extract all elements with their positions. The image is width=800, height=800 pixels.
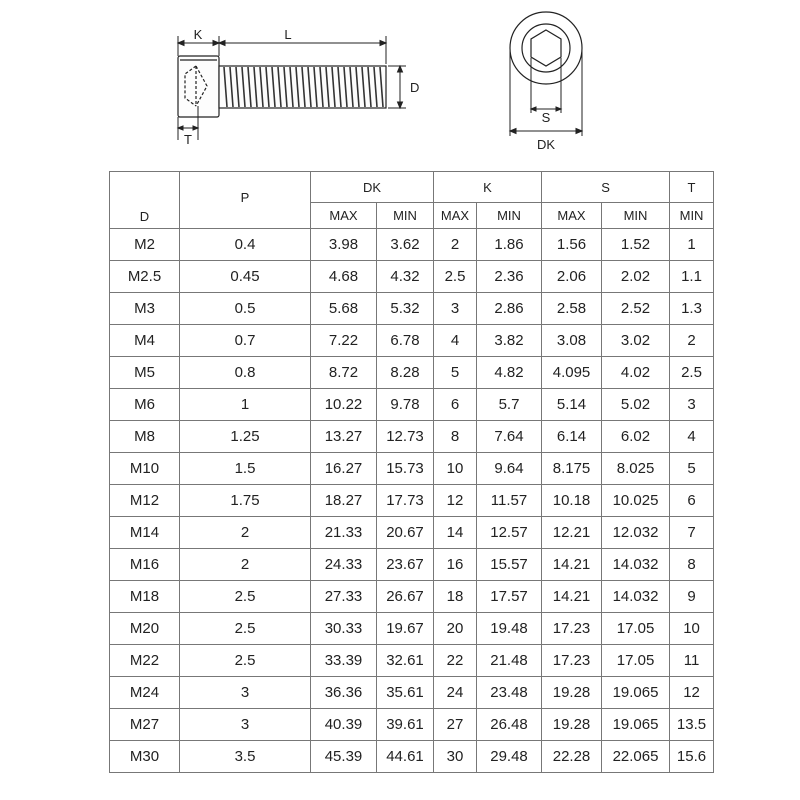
label-d: D: [410, 80, 420, 95]
cell-dk-max: 30.33: [311, 613, 377, 645]
cell-dk-min: 3.62: [377, 229, 434, 261]
cell-pitch: 2.5: [180, 613, 311, 645]
cell-k-max: 14: [434, 517, 477, 549]
cell-size: M12: [110, 485, 180, 517]
cell-dk-max: 21.33: [311, 517, 377, 549]
cell-t-min: 1.3: [670, 293, 714, 325]
table-row: [110, 709, 714, 741]
cell-k-max: 10: [434, 453, 477, 485]
cell-t-min: 1.1: [670, 261, 714, 293]
cell-t-min: 5: [670, 453, 714, 485]
cell-t-min: 12: [670, 677, 714, 709]
cell-k-min: 4.82: [477, 357, 542, 389]
cell-dk-max: 40.39: [311, 709, 377, 741]
cell-size: M6: [110, 389, 180, 421]
header-dk: DK: [311, 172, 434, 203]
cell-dk-max: 8.72: [311, 357, 377, 389]
table-row: [110, 485, 714, 517]
cell-s-min: 6.02: [602, 421, 670, 453]
cell-pitch: 3: [180, 709, 311, 741]
cell-k-min: 29.48: [477, 741, 542, 773]
dimension-l: [219, 36, 386, 64]
cell-k-min: 19.48: [477, 613, 542, 645]
cell-pitch: 0.5: [180, 293, 311, 325]
cell-pitch: 0.45: [180, 261, 311, 293]
cell-pitch: 3.5: [180, 741, 311, 773]
cell-k-max: 22: [434, 645, 477, 677]
cell-s-max: 2.58: [542, 293, 602, 325]
label-k: K: [193, 27, 203, 42]
cell-s-min: 2.02: [602, 261, 670, 293]
label-l: L: [284, 27, 292, 42]
cell-size: M3: [110, 293, 180, 325]
table-row: [110, 517, 714, 549]
screw-diagram: [0, 0, 800, 170]
cell-k-min: 3.82: [477, 325, 542, 357]
table-row: [110, 325, 714, 357]
cell-t-min: 2.5: [670, 357, 714, 389]
cell-size: M4: [110, 325, 180, 357]
cell-k-min: 23.48: [477, 677, 542, 709]
table-row: [110, 229, 714, 261]
cell-t-min: 9: [670, 581, 714, 613]
cell-size: M24: [110, 677, 180, 709]
label-dk: DK: [536, 137, 556, 152]
cell-k-max: 16: [434, 549, 477, 581]
cell-dk-max: 33.39: [311, 645, 377, 677]
cell-k-min: 17.57: [477, 581, 542, 613]
cell-dk-max: 10.22: [311, 389, 377, 421]
cell-k-max: 6: [434, 389, 477, 421]
cell-dk-min: 35.61: [377, 677, 434, 709]
cell-s-min: 14.032: [602, 549, 670, 581]
cell-s-max: 14.21: [542, 549, 602, 581]
header-s: S: [542, 172, 670, 203]
table-row: [110, 741, 714, 773]
cell-dk-min: 19.67: [377, 613, 434, 645]
header-s-min: MIN: [602, 203, 670, 229]
cell-pitch: 2.5: [180, 581, 311, 613]
cell-s-max: 19.28: [542, 677, 602, 709]
cell-dk-min: 12.73: [377, 421, 434, 453]
cell-dk-min: 44.61: [377, 741, 434, 773]
cell-k-min: 1.86: [477, 229, 542, 261]
cell-s-max: 17.23: [542, 645, 602, 677]
cell-pitch: 0.8: [180, 357, 311, 389]
cell-dk-max: 36.36: [311, 677, 377, 709]
table-row: [110, 613, 714, 645]
cell-pitch: 1: [180, 389, 311, 421]
cell-s-max: 3.08: [542, 325, 602, 357]
cell-s-max: 22.28: [542, 741, 602, 773]
cell-k-max: 3: [434, 293, 477, 325]
cell-dk-max: 24.33: [311, 549, 377, 581]
cell-s-max: 12.21: [542, 517, 602, 549]
cell-pitch: 2.5: [180, 645, 311, 677]
cell-s-min: 3.02: [602, 325, 670, 357]
cell-s-min: 19.065: [602, 709, 670, 741]
cell-s-min: 5.02: [602, 389, 670, 421]
cell-s-max: 2.06: [542, 261, 602, 293]
table-row: [110, 357, 714, 389]
cell-size: M14: [110, 517, 180, 549]
cell-k-min: 11.57: [477, 485, 542, 517]
dimension-d: [388, 66, 406, 108]
header-dk-max: MAX: [311, 203, 377, 229]
cell-s-min: 12.032: [602, 517, 670, 549]
dimension-table: [109, 171, 714, 773]
cell-t-min: 6: [670, 485, 714, 517]
cell-s-min: 4.02: [602, 357, 670, 389]
table-row: [110, 261, 714, 293]
cell-dk-max: 7.22: [311, 325, 377, 357]
cell-s-max: 14.21: [542, 581, 602, 613]
cell-s-max: 1.56: [542, 229, 602, 261]
cell-k-max: 5: [434, 357, 477, 389]
cell-t-min: 13.5: [670, 709, 714, 741]
cell-pitch: 3: [180, 677, 311, 709]
label-s: S: [541, 110, 551, 125]
cell-dk-max: 18.27: [311, 485, 377, 517]
cell-k-max: 2.5: [434, 261, 477, 293]
cell-dk-min: 23.67: [377, 549, 434, 581]
cell-s-max: 19.28: [542, 709, 602, 741]
header-k-max: MAX: [434, 203, 477, 229]
cell-k-min: 12.57: [477, 517, 542, 549]
header-t: T: [670, 172, 714, 203]
header-p: P: [180, 172, 311, 229]
cell-t-min: 10: [670, 613, 714, 645]
cell-s-max: 10.18: [542, 485, 602, 517]
cell-k-min: 26.48: [477, 709, 542, 741]
table-row: [110, 389, 714, 421]
header-dk-min: MIN: [377, 203, 434, 229]
cell-t-min: 1: [670, 229, 714, 261]
cell-pitch: 0.4: [180, 229, 311, 261]
cell-dk-min: 9.78: [377, 389, 434, 421]
label-t: T: [184, 132, 192, 147]
cell-size: M2: [110, 229, 180, 261]
cell-k-min: 2.36: [477, 261, 542, 293]
cell-dk-max: 27.33: [311, 581, 377, 613]
cell-k-max: 24: [434, 677, 477, 709]
cell-size: M22: [110, 645, 180, 677]
cell-pitch: 2: [180, 517, 311, 549]
cell-s-min: 2.52: [602, 293, 670, 325]
cell-s-min: 1.52: [602, 229, 670, 261]
cell-t-min: 15.6: [670, 741, 714, 773]
table-row: [110, 453, 714, 485]
cell-dk-min: 39.61: [377, 709, 434, 741]
cell-dk-min: 8.28: [377, 357, 434, 389]
cell-s-max: 17.23: [542, 613, 602, 645]
header-d: D: [110, 172, 180, 229]
cell-k-max: 12: [434, 485, 477, 517]
cell-size: M27: [110, 709, 180, 741]
table-body: [110, 229, 714, 773]
cell-pitch: 1.75: [180, 485, 311, 517]
cell-k-max: 2: [434, 229, 477, 261]
cell-s-min: 19.065: [602, 677, 670, 709]
cell-k-min: 21.48: [477, 645, 542, 677]
cell-dk-min: 4.32: [377, 261, 434, 293]
cell-size: M10: [110, 453, 180, 485]
table-row: [110, 549, 714, 581]
cell-dk-max: 13.27: [311, 421, 377, 453]
header-k: K: [434, 172, 542, 203]
cell-size: M2.5: [110, 261, 180, 293]
cell-pitch: 1.5: [180, 453, 311, 485]
cell-dk-max: 5.68: [311, 293, 377, 325]
cell-size: M8: [110, 421, 180, 453]
cell-k-max: 27: [434, 709, 477, 741]
cell-s-min: 10.025: [602, 485, 670, 517]
cell-k-max: 20: [434, 613, 477, 645]
cell-k-max: 4: [434, 325, 477, 357]
cell-size: M18: [110, 581, 180, 613]
cell-s-min: 22.065: [602, 741, 670, 773]
cell-s-min: 17.05: [602, 645, 670, 677]
cell-s-max: 8.175: [542, 453, 602, 485]
cell-k-min: 2.86: [477, 293, 542, 325]
screw-side-view: [178, 56, 386, 117]
table-row: [110, 677, 714, 709]
cell-size: M30: [110, 741, 180, 773]
header-k-min: MIN: [477, 203, 542, 229]
cell-dk-min: 15.73: [377, 453, 434, 485]
header-row-groups: [110, 172, 714, 203]
cell-dk-min: 32.61: [377, 645, 434, 677]
cell-t-min: 2: [670, 325, 714, 357]
cell-dk-min: 20.67: [377, 517, 434, 549]
cell-s-max: 6.14: [542, 421, 602, 453]
cell-pitch: 2: [180, 549, 311, 581]
cell-k-max: 30: [434, 741, 477, 773]
cell-t-min: 7: [670, 517, 714, 549]
cell-k-min: 9.64: [477, 453, 542, 485]
cell-k-max: 8: [434, 421, 477, 453]
cell-k-max: 18: [434, 581, 477, 613]
cell-s-min: 14.032: [602, 581, 670, 613]
table-row: [110, 293, 714, 325]
cell-size: M16: [110, 549, 180, 581]
cell-s-max: 4.095: [542, 357, 602, 389]
cell-dk-max: 45.39: [311, 741, 377, 773]
cell-pitch: 0.7: [180, 325, 311, 357]
cell-dk-max: 16.27: [311, 453, 377, 485]
cell-s-min: 8.025: [602, 453, 670, 485]
header-t-min: MIN: [670, 203, 714, 229]
cell-dk-max: 3.98: [311, 229, 377, 261]
screw-top-view: [510, 12, 582, 84]
cell-t-min: 8: [670, 549, 714, 581]
header-s-max: MAX: [542, 203, 602, 229]
cell-s-min: 17.05: [602, 613, 670, 645]
cell-dk-min: 6.78: [377, 325, 434, 357]
cell-k-min: 5.7: [477, 389, 542, 421]
cell-dk-min: 17.73: [377, 485, 434, 517]
cell-s-max: 5.14: [542, 389, 602, 421]
cell-t-min: 3: [670, 389, 714, 421]
cell-dk-max: 4.68: [311, 261, 377, 293]
cell-pitch: 1.25: [180, 421, 311, 453]
table-row: [110, 645, 714, 677]
cell-k-min: 7.64: [477, 421, 542, 453]
table-row: [110, 581, 714, 613]
cell-size: M20: [110, 613, 180, 645]
cell-dk-min: 5.32: [377, 293, 434, 325]
table-row: [110, 421, 714, 453]
cell-k-min: 15.57: [477, 549, 542, 581]
cell-t-min: 11: [670, 645, 714, 677]
cell-size: M5: [110, 357, 180, 389]
cell-dk-min: 26.67: [377, 581, 434, 613]
cell-t-min: 4: [670, 421, 714, 453]
